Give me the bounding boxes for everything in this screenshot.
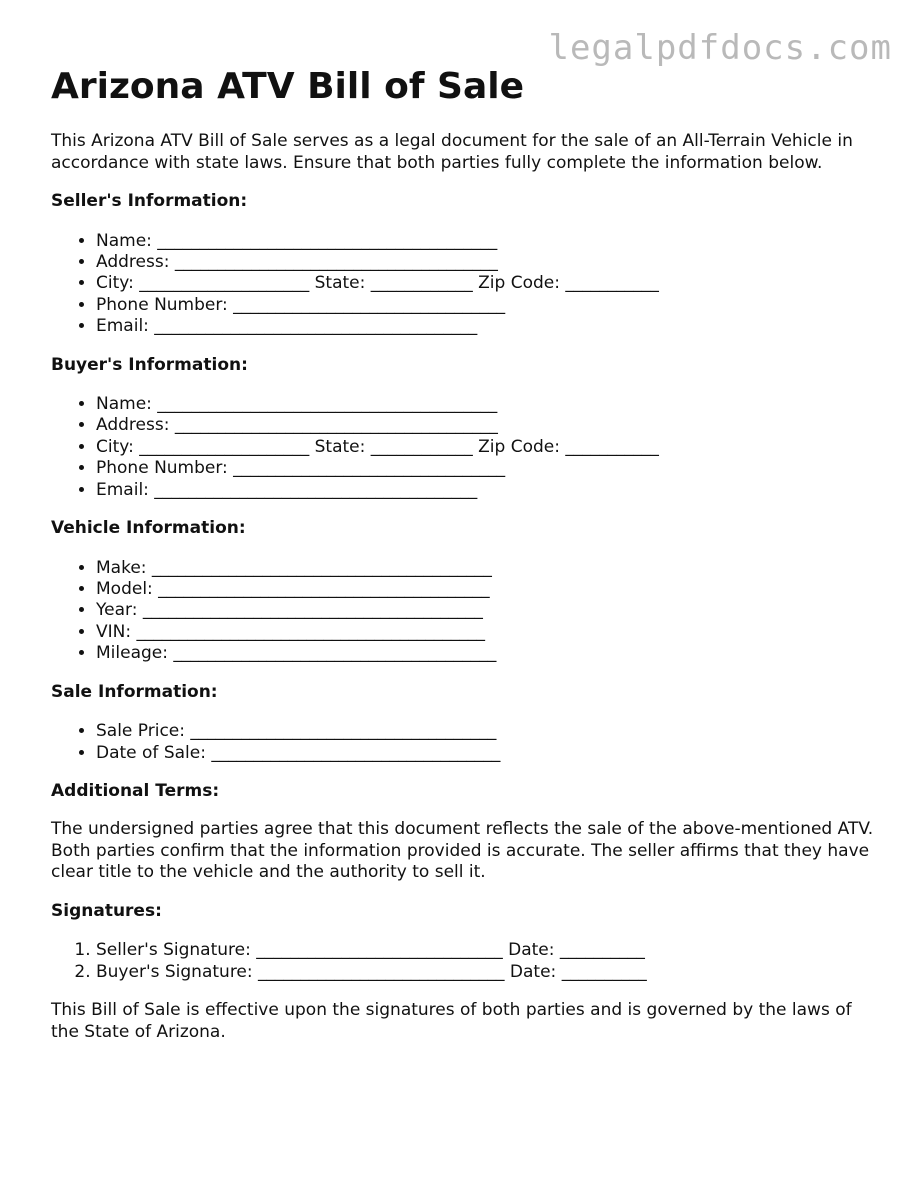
buyer-city-state-zip-field[interactable]: • City: ____________________ State: ____________ Zip Code: ___________ bbox=[96, 437, 881, 458]
buyer-email-field[interactable]: • Email: ______________________________________ bbox=[96, 480, 881, 501]
seller-email-field[interactable]: • Email: ______________________________________ bbox=[96, 316, 881, 337]
seller-heading: Seller's Information: bbox=[51, 191, 248, 211]
buyer-field-list bbox=[51, 394, 881, 501]
sale-date-field[interactable]: • Date of Sale: __________________________________ bbox=[96, 743, 881, 764]
buyer-phone-field[interactable]: • Phone Number: ________________________________ bbox=[96, 458, 881, 479]
seller-name-field[interactable]: • Name: ________________________________________ bbox=[96, 231, 881, 252]
signature-list bbox=[51, 940, 881, 983]
seller-field-list bbox=[51, 231, 881, 338]
terms-heading: Additional Terms: bbox=[51, 780, 220, 801]
sale-heading: Sale Information: bbox=[51, 681, 218, 702]
buyer-heading: Buyer's Information: bbox=[51, 354, 248, 375]
sale-price-field[interactable]: • Sale Price: ____________________________________ bbox=[96, 721, 881, 742]
watermark: legalpdfdocs.com bbox=[548, 28, 892, 68]
signatures-heading: Signatures: bbox=[51, 900, 162, 921]
page-title: Arizona ATV Bill of Sale bbox=[51, 66, 525, 107]
vehicle-heading: Vehicle Information: bbox=[51, 518, 246, 539]
vehicle-vin-field[interactable]: • VIN: _________________________________________ bbox=[96, 622, 881, 643]
seller-phone-field[interactable]: • Phone Number: ________________________________ bbox=[96, 295, 881, 316]
intro-paragraph: This Arizona ATV Bill of Sale serves as a legal document for the sale of an All-Terrain Vehicle in accordance with state laws. Ensure that both parties fully complete the information below. bbox=[51, 131, 853, 173]
buyer-name-field[interactable]: • Name: ________________________________________ bbox=[96, 394, 881, 415]
vehicle-year-field[interactable]: • Year: ________________________________________ bbox=[96, 600, 881, 621]
closing-paragraph: This Bill of Sale is effective upon the signatures of both parties and is governed by the laws of the State of Arizona. bbox=[51, 1000, 852, 1042]
document-body bbox=[51, 62, 881, 1043]
vehicle-mileage-field[interactable]: • Mileage: ______________________________________ bbox=[96, 643, 881, 664]
vehicle-model-field[interactable]: • Model: _______________________________________ bbox=[96, 579, 881, 600]
sale-field-list bbox=[51, 721, 881, 764]
seller-address-field[interactable]: • Address: ______________________________________ bbox=[96, 252, 881, 273]
buyer-signature-field[interactable]: 2. Buyer's Signature: _____________________________ Date: __________ bbox=[96, 962, 881, 983]
buyer-address-field[interactable]: • Address: ______________________________________ bbox=[96, 415, 881, 436]
vehicle-field-list bbox=[51, 558, 881, 665]
seller-signature-field[interactable]: 1. Seller's Signature: _____________________________ Date: __________ bbox=[96, 940, 881, 961]
vehicle-make-field[interactable]: • Make: ________________________________________ bbox=[96, 558, 881, 579]
seller-city-state-zip-field[interactable]: • City: ____________________ State: ____________ Zip Code: ___________ bbox=[96, 273, 881, 294]
terms-paragraph: The undersigned parties agree that this document reflects the sale of the above-mentioned ATV. Both parties confirm that the information provided is accurate. The seller affirms that they have clear title to the vehicle and the authority to sell it. bbox=[51, 819, 874, 883]
